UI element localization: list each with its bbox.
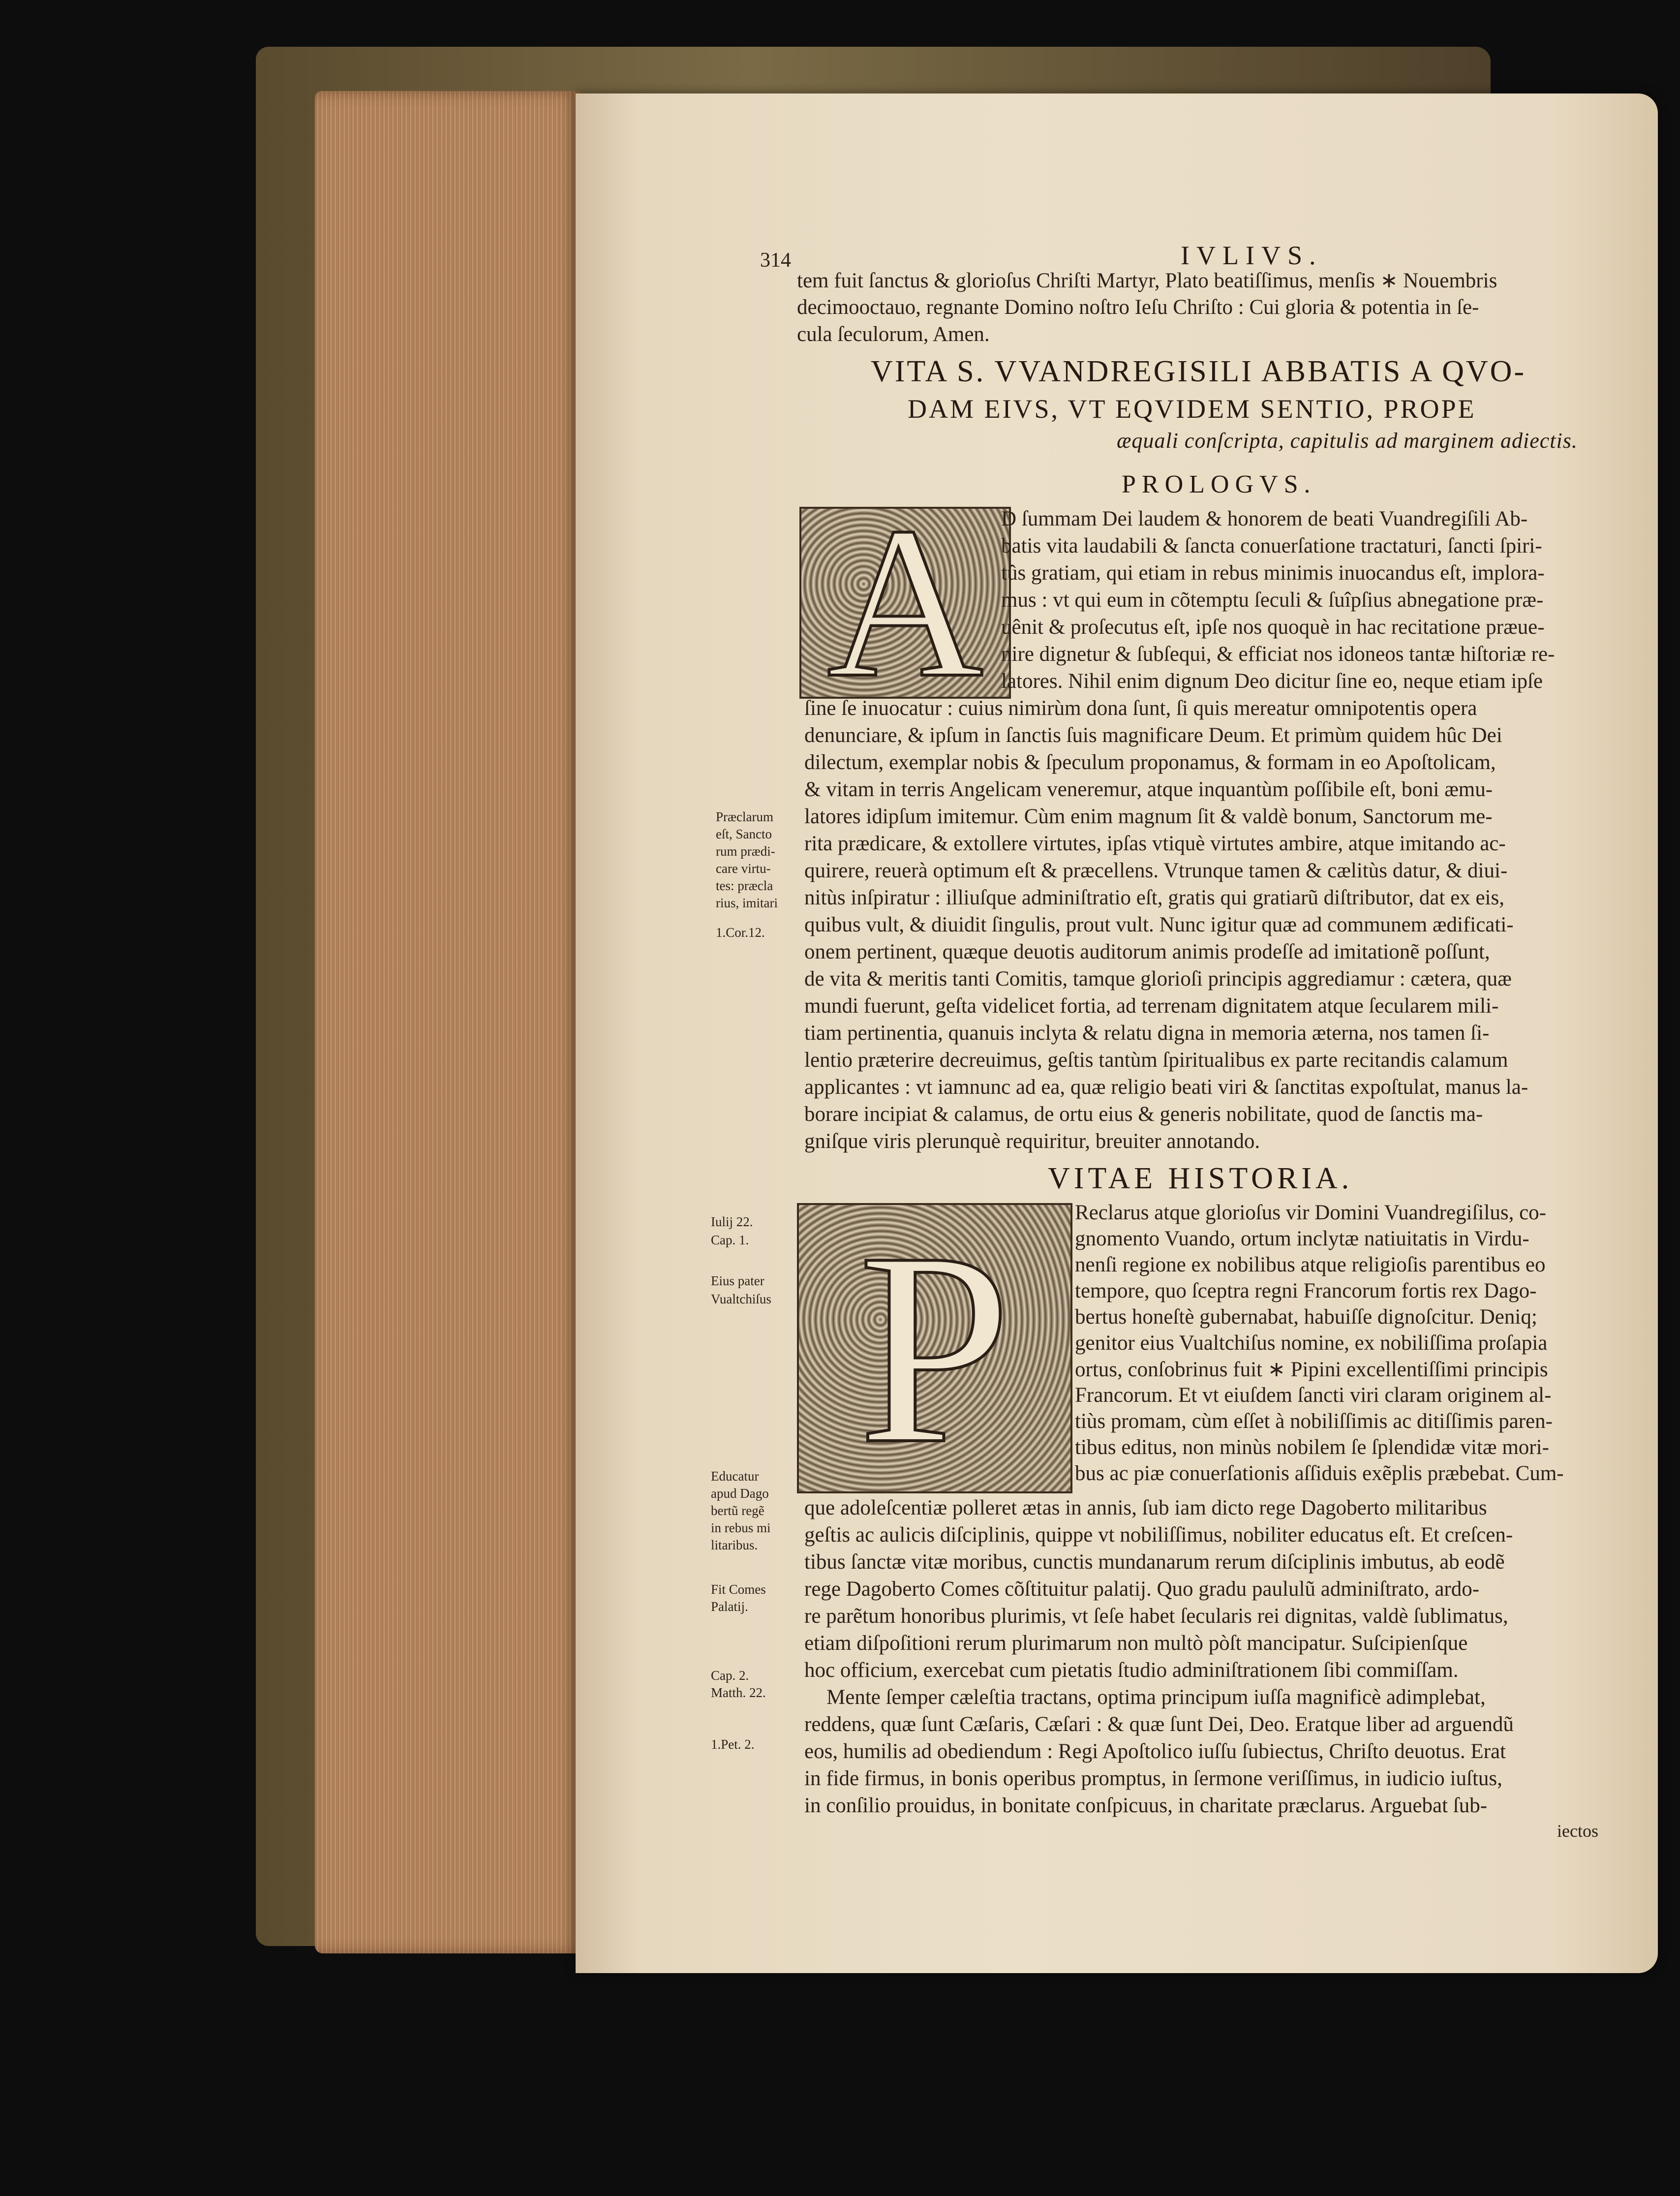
margin-note: Palatij. [711, 1599, 748, 1614]
margin-note: 1.Pet. 2. [711, 1737, 755, 1752]
historia-line: rege Dagoberto Comes cõſtituitur palatij. Quo gradu paululũ adminiſtrato, ardo- [804, 1577, 1480, 1601]
prologus-line: tiam pertinentia, quanuis inclyta & relatu digna in memoria æterna, nos tamen ſi- [804, 1021, 1490, 1045]
historia-line: nenſi regione ex nobilibus atque religioſis parentibus eo [1075, 1253, 1546, 1276]
prologus-line: ſine ſe inuocatur : cuius nimirùm dona ſunt, ſi quis mereatur omnipotentis opera [804, 697, 1477, 720]
margin-note: rius, imitari [716, 896, 778, 910]
historia-line: que adoleſcentiæ polleret ætas in annis, ſub iam dicto rege Dagoberto militaribus [804, 1496, 1487, 1519]
margin-note: Iulij 22. [711, 1214, 753, 1229]
margin-note: rum prædi- [716, 844, 775, 859]
prologus-line: nitùs inſpiratur : illiuſque adminiſtratio eſt, gratis qui gratiarũ diſtributor, dat ex eis, [804, 886, 1504, 909]
historia-line: tempore, quo ſceptra regni Francorum fortis rex Dago- [1075, 1279, 1537, 1302]
running-title: IVLIVS. [1181, 241, 1323, 270]
historia-line: reddens, quæ ſunt Cæſaris, Cæſari : & quæ ſunt Dei, Deo. Eratque liber ad arguendũ [804, 1713, 1514, 1736]
prologus-line: uênit & proſecutus eſt, ipſe nos quoquè in hac recitatione præue- [1001, 616, 1545, 639]
dropcap-a [799, 507, 1011, 699]
dropcap-p-letter: P [858, 1203, 1011, 1493]
margin-note: 1.Cor.12. [716, 925, 765, 940]
vita-title-line: VITA S. VVANDREGISILI ABBATIS A QVO- [871, 355, 1527, 388]
historia-line: re parẽtum honoribus plurimis, vt ſeſe habet ſecularis rei dignitas, valdè ſublimatus, [804, 1605, 1508, 1628]
historia-line: tiùs promam, cùm eſſet à nobiliſſimis ac ditiſſimis paren- [1075, 1410, 1553, 1433]
historia-line: Mente ſemper cæleſtia tractans, optima principum iuſſa magnificè adimplebat, [826, 1686, 1486, 1709]
prologus-heading: PROLOGVS. [1122, 470, 1316, 498]
prologus-line: batis vita laudabili & ſancta conuerſatione tractaturi, ſancti ſpiri- [1001, 534, 1542, 557]
prologus-line: de vita & meritis tanti Comitis, tamque glorioſi principis aggrediamur : cætera, quæ [804, 967, 1512, 990]
prologus-line: D ſummam Dei laudem & honorem de beati Vuandregiſili Ab- [1001, 507, 1528, 530]
prologus-line: lentio præterire decreuimus, geſtis tantùm ſpiritualibus ex parte recitandis calamum [804, 1049, 1508, 1072]
prologus-line: denunciare, & ipſum in ſanctis ſuis magnificare Deum. Et primùm quidem hûc Dei [804, 724, 1502, 747]
margin-note: care virtu- [716, 861, 771, 876]
page-number: 314 [760, 249, 791, 272]
dropcap-p [797, 1203, 1072, 1493]
prologus-line: gniſque viris plerunquè requiritur, breuiter annotando. [804, 1130, 1260, 1153]
margin-note: Fit Comes [711, 1582, 766, 1597]
margin-note: Matth. 22. [711, 1685, 766, 1700]
prologus-line: latores. Nihil enim dignum Deo dicitur ſine eo, neque etiam ipſe [1001, 670, 1543, 693]
historia-line: Francorum. Et vt eiuſdem ſancti viri claram originem al- [1075, 1384, 1552, 1407]
margin-note: eſt, Sancto [716, 827, 772, 841]
prologus-line: tûs gratiam, qui etiam in rebus minimis inuocandus eſt, implora- [1001, 561, 1545, 585]
catchword: iectos [1557, 1821, 1598, 1841]
historia-line: geſtis ac aulicis diſciplinis, quippe vt nobiliſſimus, nobiliter educatus eſt. Et creſcen- [804, 1523, 1513, 1546]
historia-line: etiam diſpoſitioni rerum plurimarum non multò pòſt mancipatur. Suſcipienſque [804, 1632, 1468, 1655]
margin-note: Cap. 1. [711, 1233, 749, 1247]
historia-line: ortus, conſobrinus fuit ∗ Pipini excellentiſſimi principis [1075, 1358, 1548, 1381]
prologus-line: nire dignetur & ſubſequi, & efficiat nos idoneos tantæ hiſtoriæ re- [1001, 643, 1555, 666]
prologus-line: onem pertinent, quæque deuotis auditorum animis prodeſſe ad imitationẽ poſſunt, [804, 940, 1490, 963]
historia-line: in conſilio prouidus, in bonitate conſpicuus, in charitate præclarus. Arguebat ſub- [804, 1794, 1488, 1817]
prologus-line: latores idipſum imitemur. Cùm enim magnum ſit & valdè bonum, Sanctorum me- [804, 805, 1493, 828]
historia-line: tibus ſanctæ vitæ moribus, cunctis mundanarum rerum diſciplinis imbutus, ab eodẽ [804, 1550, 1505, 1574]
dropcap-a-letter: A [827, 507, 983, 699]
prologus-line: quirere, reuerà optimum eſt & præcellens. Vtrunque tamen & cælitùs datur, & diui- [804, 859, 1508, 882]
margin-note: Educatur [711, 1469, 759, 1484]
prologus-line: & vitam in terris Angelicam veneremur, atque inquantùm poſſibile eſt, boni æmu- [804, 778, 1493, 801]
historia-line: in fide firmus, in bonis operibus promptus, in ſermone veriſſimus, in iudicio iuſtus, [804, 1767, 1502, 1790]
prologus-line: dilectum, exemplar nobis & ſpeculum proponamus, & formam in eo Apoſtolicam, [804, 751, 1496, 774]
margin-note: in rebus mi [711, 1520, 771, 1535]
margin-note: tes: præcla [716, 878, 773, 893]
margin-note: Vualtchiſus [711, 1292, 771, 1306]
page-edges [315, 91, 580, 1953]
margin-note: Cap. 2. [711, 1668, 749, 1683]
historia-line: tibus editus, non minùs nobilem ſe ſplendidæ vitæ mori- [1075, 1436, 1549, 1459]
historia-line: hoc officium, exercebat cum pietatis ſtudio adminiſtrationem ſibi commiſſam. [804, 1659, 1459, 1682]
prologus-line: quibus vult, & diuidit ſingulis, prout vult. Nunc igitur quæ ad communem ædificati- [804, 913, 1514, 936]
historia-line: bus ac piæ conuerſationis aſſiduis exẽplis præbebat. Cum- [1075, 1462, 1564, 1485]
historia-heading: VITAE HISTORIA. [1048, 1162, 1353, 1195]
historia-line: eos, humilis ad obediendum : Regi Apoſtolico iuſſu ſubiectus, Chriſto deuotus. Erat [804, 1740, 1506, 1763]
margin-note: Eius pater [711, 1273, 764, 1288]
intro-line: decimooctauo, regnante Domino noſtro Ieſu Chriſto : Cui gloria & potentia in ſe- [797, 296, 1479, 319]
intro-line: tem fuit ſanctus & glorioſus Chriſti Martyr, Plato beatiſſimus, menſis ∗ Nouembris [797, 269, 1497, 292]
prologus-line: rita prædicare, & extollere virtutes, ipſas vtiquè virtutes ambire, atque imitando ac- [804, 832, 1506, 855]
margin-note: apud Dago [711, 1486, 769, 1501]
historia-line: bertus honeſtè gubernabat, habuiſſe dignoſcitur. Deniq; [1075, 1305, 1537, 1329]
historia-line: gnomento Vuando, ortum inclytæ natiuitatis in Virdu- [1075, 1227, 1529, 1250]
margin-note: bertũ regẽ [711, 1503, 764, 1518]
historia-line: genitor eius Vualtchiſus nomine, ex nobiliſſima proſapia [1075, 1331, 1548, 1355]
vita-title-line: DAM EIVS, VT EQVIDEM SENTIO, PROPE [908, 394, 1476, 424]
prologus-line: borare incipiat & calamus, de ortu eius & generis nobilitate, quod de ſanctis ma- [804, 1103, 1483, 1126]
prologus-line: mus : vt qui eum in cõtemptu ſeculi & ſuîpſius abnegatione præ- [1001, 588, 1544, 612]
prologus-line: mundi fuerunt, geſta videlicet fortia, ad terrenam dignitatem atque ſecularem mili- [804, 994, 1499, 1018]
vita-subtitle: æquali conſcripta, capitulis ad marginem adiectis. [1117, 429, 1578, 453]
historia-line: Reclarus atque glorioſus vir Domini Vuandregiſilus, co- [1075, 1201, 1546, 1224]
intro-line: cula ſeculorum, Amen. [797, 323, 990, 346]
margin-note: Præclarum [716, 809, 773, 824]
prologus-line: applicantes : vt iamnunc ad ea, quæ religio beati viri & ſanctitas expoſtulat, manus la- [804, 1076, 1528, 1099]
margin-note: litaribus. [711, 1538, 758, 1552]
